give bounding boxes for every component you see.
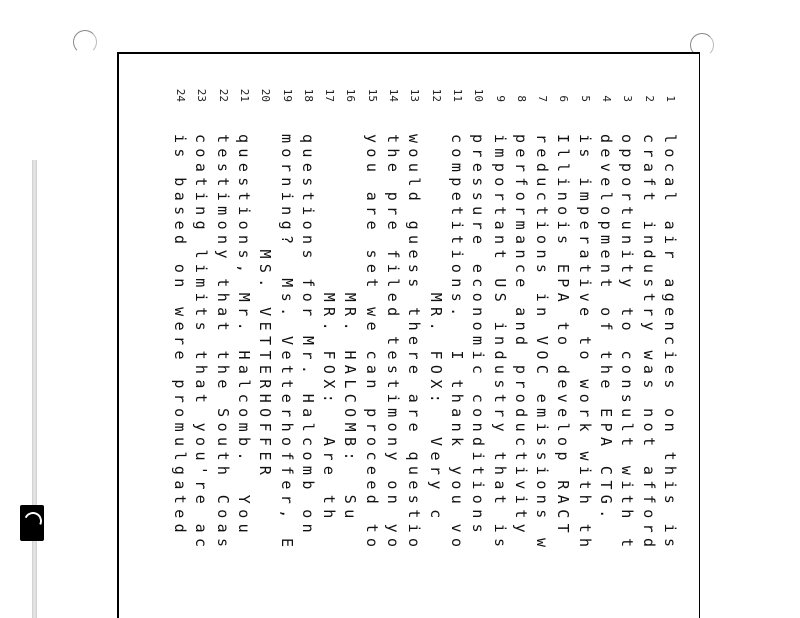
binding-edge	[32, 160, 37, 618]
line-number: 8	[514, 95, 528, 102]
line-text: the pre filed testimony on yo	[384, 134, 403, 553]
line-text: testimony that the South Coas	[213, 134, 232, 553]
line-text: MR. HALCOMB: Su	[341, 134, 360, 524]
line-text: is based on were promulgated	[171, 134, 190, 539]
line-number: 6	[557, 95, 571, 102]
line-number: 12	[429, 88, 443, 102]
line-number: 1	[664, 95, 677, 102]
punch-hole-left	[73, 30, 97, 54]
line-text: MR. FOX: Are th	[320, 134, 339, 524]
line-number: 18	[301, 88, 315, 102]
line-text: pressure economic conditions	[469, 134, 488, 539]
line-number: 5	[578, 95, 592, 102]
line-number: 19	[280, 88, 294, 102]
rotated-transcript-text	[119, 54, 699, 614]
line-text: craft industry was not afford	[639, 134, 658, 553]
line-number: 17	[323, 88, 337, 102]
line-text: Illinois EPA to develop RACT	[554, 134, 573, 539]
line-text: you are set we can proceed to	[362, 134, 381, 553]
transcript-page	[117, 52, 700, 618]
line-number: 10	[472, 88, 486, 102]
line-text: reductions in VOC emissions w	[533, 134, 552, 553]
line-number: 9	[493, 95, 507, 102]
line-number: 3	[621, 95, 635, 102]
line-number: 11	[451, 88, 464, 102]
line-text: development of the EPA CTG.	[597, 134, 616, 524]
line-number: 2	[642, 95, 656, 102]
line-number: 16	[344, 88, 358, 102]
line-number: 15	[365, 88, 379, 102]
line-number: 4	[600, 95, 614, 102]
line-number: 22	[216, 88, 230, 102]
line-number: 23	[195, 88, 209, 102]
line-number: 7	[536, 95, 550, 102]
line-text: would guess there are questio	[405, 134, 424, 553]
line-text: coating limits that you're ac	[192, 134, 211, 553]
line-text: is imperative to work with th	[575, 134, 594, 553]
line-text: opportunity to consult with t	[618, 134, 637, 553]
line-number: 13	[408, 88, 422, 102]
line-text: important US industry that is	[490, 134, 509, 553]
line-text: performance and productivity	[511, 134, 530, 539]
line-text: competitions. I thank you vo	[448, 134, 466, 553]
line-number: 21	[238, 88, 251, 102]
line-text: morning? Ms. Vetterhoffer, E	[277, 134, 296, 553]
line-text: questions, Mr. Halcomb. You	[235, 134, 253, 539]
line-text: MR. FOX: Very c	[426, 134, 445, 524]
line-text: local air agencies on this is	[661, 134, 679, 553]
page-tab-marker	[20, 505, 44, 541]
line-text: questions for Mr. Halcomb on	[298, 134, 317, 539]
line-text: MS. VETTERHOFFER	[256, 134, 275, 481]
line-number: 24	[174, 88, 188, 102]
line-number: 20	[259, 88, 273, 102]
line-number: 14	[387, 88, 401, 102]
